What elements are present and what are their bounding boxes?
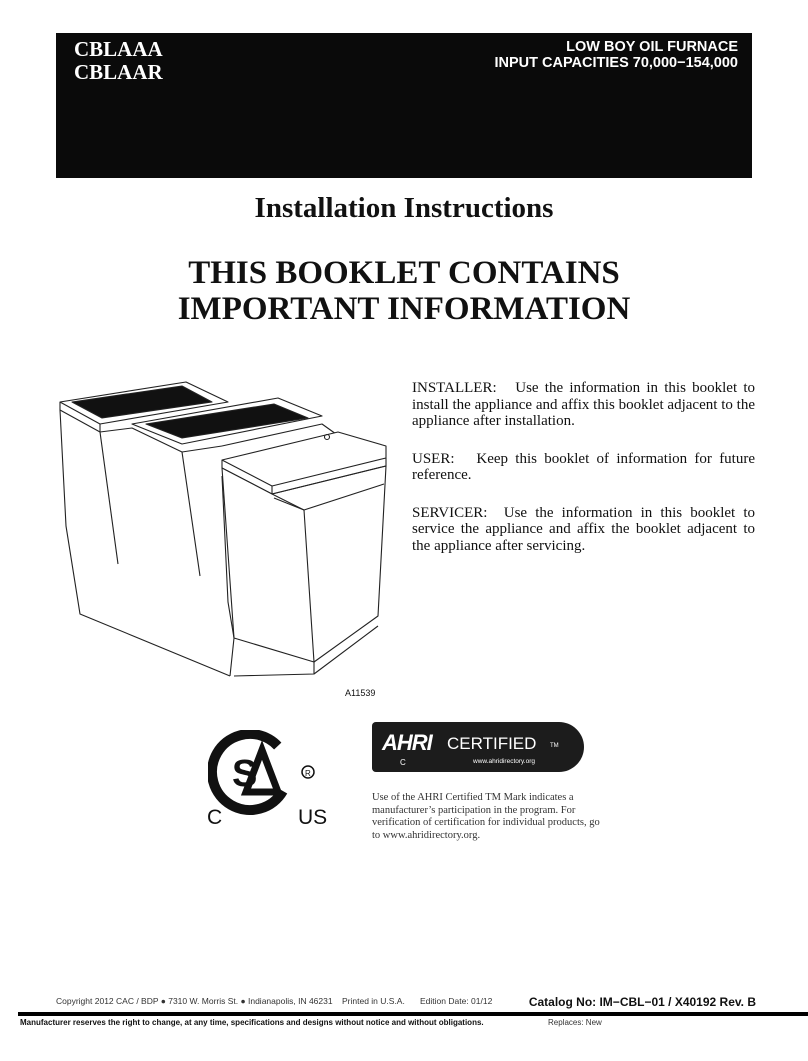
ahri-c: C bbox=[400, 758, 406, 767]
notice-line: IMPORTANT INFORMATION bbox=[177, 291, 631, 327]
role-text: Use the information in this booklet to service the appliance and affix the booklet adjacent to the appliance after servicing. bbox=[412, 504, 755, 554]
important-notice bbox=[0, 255, 808, 327]
csa-c-mark: C bbox=[207, 806, 223, 829]
ahri-mark: AHRI bbox=[382, 730, 432, 755]
replaces: Replaces: New bbox=[548, 1018, 602, 1027]
model-number: CBLAAA bbox=[74, 37, 163, 61]
model-number: CBLAAR bbox=[74, 60, 163, 84]
notice-line: THIS BOOKLET CONTAINS bbox=[188, 255, 620, 291]
svg-text:S: S bbox=[232, 753, 258, 795]
servicer-paragraph bbox=[412, 505, 755, 555]
capacity-line: INPUT CAPACITIES 70,000−154,000 bbox=[494, 55, 738, 71]
product-description bbox=[494, 39, 738, 71]
catalog-number: Catalog No: IM−CBL−01 / X40192 Rev. B bbox=[528, 995, 756, 1009]
csa-logo bbox=[208, 730, 328, 815]
ahri-certified-badge bbox=[372, 722, 584, 772]
figure-id: A11539 bbox=[345, 688, 376, 698]
role-label: SERVICER: bbox=[412, 504, 488, 521]
svg-text:R: R bbox=[305, 769, 311, 778]
role-text: Use the information in this booklet to install the appliance and affix this booklet adjacent to the appliance after installation. bbox=[412, 380, 755, 429]
footer-rule bbox=[18, 1012, 808, 1016]
ahri-note: Use of the AHRI Certified TM Mark indicates a manufacturer’s participation in the program. For verification of certification for individual products, go to www.ahridirectory.org. bbox=[372, 792, 600, 841]
ahri-tm: TM bbox=[550, 743, 559, 749]
copyright: Copyright 2012 CAC / BDP ● 7310 W. Morris St. ● Indianapolis, IN 46231 bbox=[56, 996, 333, 1006]
user-paragraph bbox=[412, 451, 755, 484]
ahri-certified-text: CERTIFIED bbox=[447, 734, 537, 753]
role-label: INSTALLER: bbox=[412, 380, 497, 396]
role-text: Keep this booklet of information for future reference. bbox=[412, 450, 756, 483]
product-line: LOW BOY OIL FURNACE bbox=[566, 39, 738, 55]
disclaimer: Manufacturer reserves the right to change, at any time, specifications and designs without notice and without obligations. bbox=[20, 1018, 484, 1027]
model-numbers bbox=[74, 38, 163, 84]
edition-date: Edition Date: 01/12 bbox=[420, 996, 493, 1006]
csa-us-mark: US bbox=[298, 806, 328, 829]
role-instructions bbox=[412, 380, 755, 575]
role-label: USER: bbox=[412, 450, 455, 467]
low-boy-furnace-drawing bbox=[52, 376, 392, 686]
printed-in: Printed in U.S.A. bbox=[342, 996, 405, 1006]
header-band bbox=[56, 33, 752, 178]
installer-paragraph bbox=[412, 380, 755, 430]
document-title: Installation Instructions bbox=[254, 192, 554, 224]
ahri-url: www.ahridirectory.org bbox=[473, 758, 536, 765]
